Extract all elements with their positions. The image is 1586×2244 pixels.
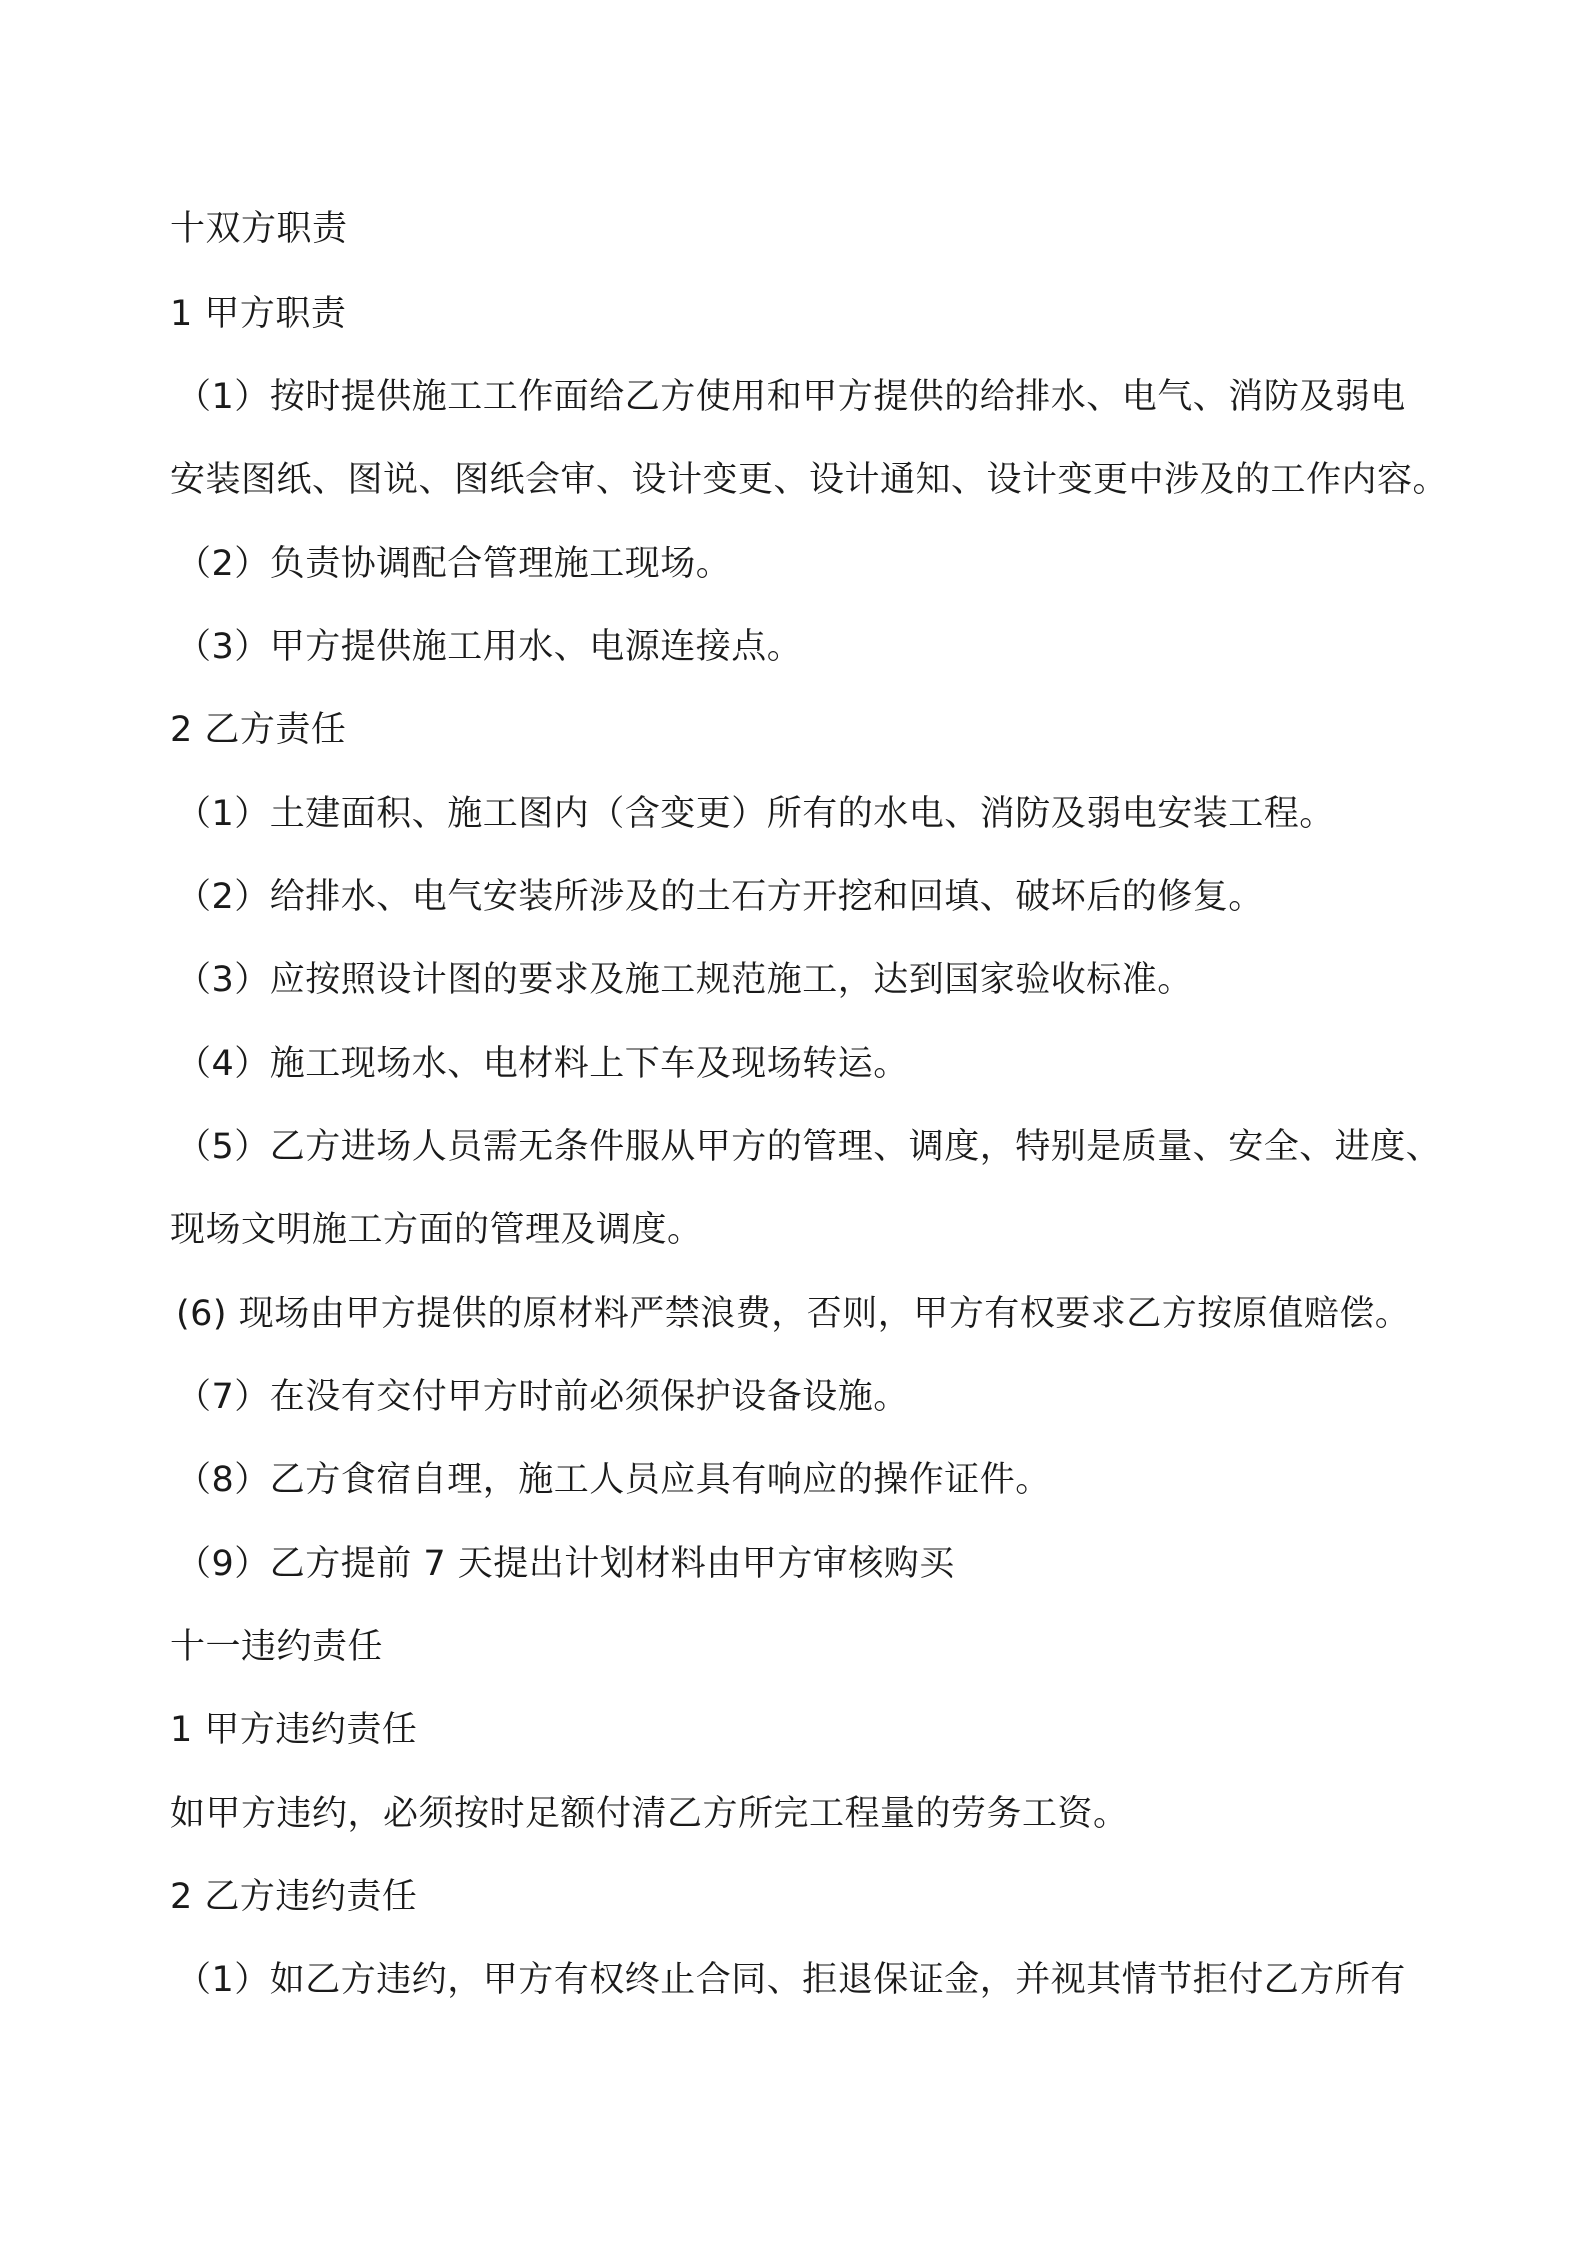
paragraph-line: (6) 现场由甲方提供的原材料严禁浪费，否则，甲方有权要求乙方按原值赔偿。: [176, 1294, 1411, 1334]
subheading-party-b-breach: 2 乙方违约责任: [170, 1877, 418, 1917]
paragraph-line: （2）负责协调配合管理施工现场。: [176, 544, 732, 584]
section-heading-10: 十双方职责: [170, 209, 348, 249]
paragraph-line: （8）乙方食宿自理，施工人员应具有响应的操作证件。: [176, 1460, 1051, 1500]
paragraph-line: （1）按时提供施工工作面给乙方使用和甲方提供的给排水、电气、消防及弱电: [176, 377, 1406, 417]
subheading-party-a-duties: 1 甲方职责: [170, 294, 347, 334]
section-heading-11: 十一违约责任: [170, 1627, 384, 1667]
paragraph-line: （3）应按照设计图的要求及施工规范施工，达到国家验收标准。: [176, 960, 1193, 1000]
paragraph-line: （5）乙方进场人员需无条件服从甲方的管理、调度，特别是质量、安全、进度、: [176, 1127, 1442, 1167]
paragraph-line: （2）给排水、电气安装所涉及的土石方开挖和回填、破坏后的修复。: [176, 877, 1264, 917]
paragraph-line: （1）土建面积、施工图内（含变更）所有的水电、消防及弱电安装工程。: [176, 794, 1335, 834]
paragraph-line: （4）施工现场水、电材料上下车及现场转运。: [176, 1044, 909, 1084]
paragraph-line: （7）在没有交付甲方时前必须保护设备设施。: [176, 1377, 909, 1417]
paragraph-line: （3）甲方提供施工用水、电源连接点。: [176, 627, 803, 667]
paragraph-line: （9）乙方提前 7 天提出计划材料由甲方审核购买: [176, 1544, 955, 1584]
paragraph-line: 现场文明施工方面的管理及调度。: [170, 1210, 703, 1250]
subheading-party-a-breach: 1 甲方违约责任: [170, 1710, 418, 1750]
paragraph-line: 安装图纸、图说、图纸会审、设计变更、设计通知、设计变更中涉及的工作内容。: [170, 460, 1449, 500]
paragraph-line: 如甲方违约，必须按时足额付清乙方所完工程量的劳务工资。: [170, 1794, 1129, 1834]
paragraph-line: （1）如乙方违约，甲方有权终止合同、拒退保证金，并视其情节拒付乙方所有: [176, 1960, 1406, 2000]
subheading-party-b-responsibility: 2 乙方责任: [170, 710, 347, 750]
